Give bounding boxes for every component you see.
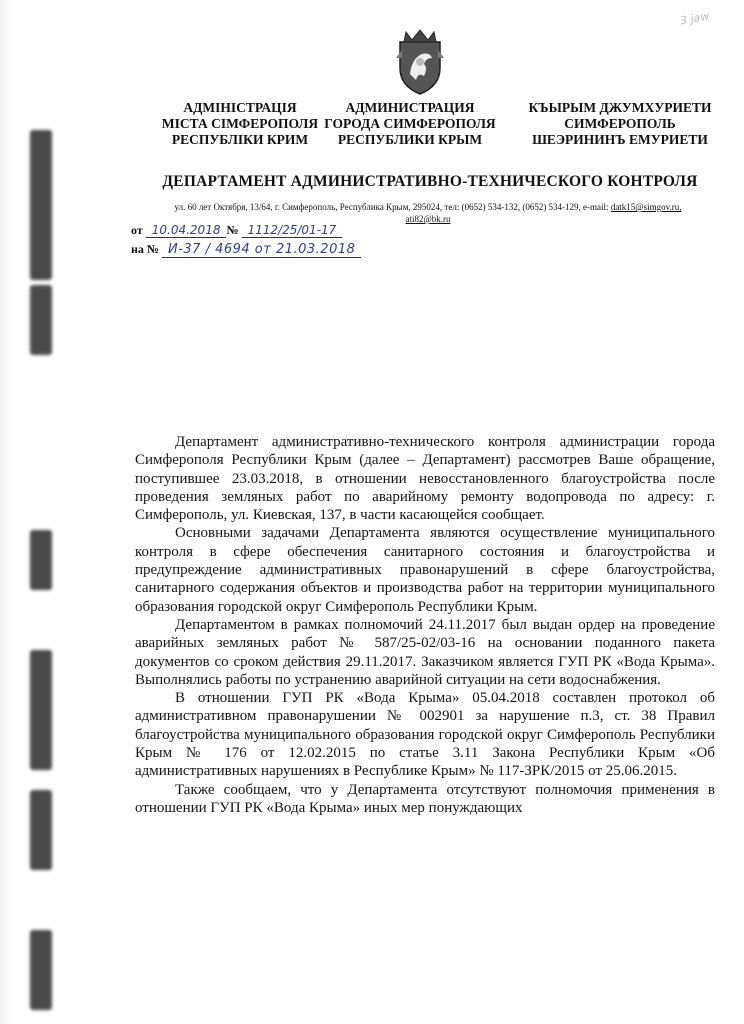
header-crimean-tatar: КЪЫРЫМ ДЖУМХУРИЕТИ СИМФЕРОПОЛЬ ШЕЭРИНИНЪ ЕМУРИЕТИ: [528, 100, 712, 147]
email-link-2[interactable]: ati82@bk.ru: [405, 214, 451, 224]
outgoing-date: 10.04.2018: [146, 223, 227, 238]
outgoing-number: 1112/25/01-17: [242, 223, 343, 238]
scan-blot-3: [30, 530, 52, 590]
scan-blot-2: [30, 285, 52, 355]
corner-handwritten-note: 3 jaw: [679, 9, 711, 28]
reply-number: И-37 / 4694 от 21.03.2018: [162, 242, 361, 258]
paragraph-2: Основными задачами Департамента являются осуществление муниципального контроля в сфере обеспечения санитарного состояния и благоустройства и предупреждение административных правонарушений в сфере благоустройства, санитарного содержания объектов и производства работ на территории муниципального образования городской округ Симферополь Республики Крым.: [135, 525, 715, 615]
crimea-coat-of-arms-icon: [392, 28, 448, 98]
scan-blot-6: [30, 930, 52, 1010]
paragraph-4: В отношении ГУП РК «Вода Крыма» 05.04.2018 составлен протокол об административном правонарушении № 002901 за нарушение п.3, ст. 38 Правил благоустройства муниципального образования городской округ Симферополь Республики Крым № 176 от 12.02.2015 по статье 3.11 Закона Республики Крым «Об административных нарушениях в Республике Крым» № 117-ЗРК/2015 от 25.06.2015.: [135, 690, 715, 780]
header-russian: АДМИНИСТРАЦИЯ ГОРОДА СИМФЕРОПОЛЯ РЕСПУБЛИКИ КРЫМ: [324, 100, 496, 147]
department-address: ул. 60 лет Октября, 13/64, г. Симферополь, Республика Крым, 295024, тел: (0652) 534-132, (0652) 534-129, e-mail: datk15@simgov.ru, ati82@bk.ru: [174, 202, 682, 224]
reply-ref: на № И-37 / 4694 от 21.03.2018: [131, 242, 361, 257]
scan-blot-4: [30, 650, 52, 770]
letter-body: [135, 433, 715, 817]
email-link-1[interactable]: datk15@simgov.ru,: [610, 202, 682, 212]
header-ukrainian: АДМІНІСТРАЦІЯ МІСТА СІМФЕРОПОЛЯ РЕСПУБЛІКИ КРИМ: [161, 100, 319, 147]
scan-blot-5: [30, 790, 52, 870]
paragraph-1: Департамент административно-технического контроля администрации города Симферополя Республики Крым (далее – Департамент) рассмотрев Ваше обращение, поступившее 23.03.2018, в отношении невосстановленного благоустройства после проведения земляных работ по аварийному ремонту водопровода по адресу: г. Симферополь, ул. Киевская, 137, в части касающейся сообщает.: [135, 434, 715, 524]
outgoing-ref: от 10.04.2018 № 1112/25/01-17: [131, 223, 342, 238]
scan-edge-shadow: [0, 0, 14, 1024]
scan-blot-1: [30, 130, 52, 280]
paragraph-3: Департаментом в рамках полномочий 24.11.2017 был выдан ордер на проведение аварийных земляных работ № 587/25-02/03-16 на основании поданного пакета документов со сроком действия 29.11.2017. Заказчиком является ГУП РК «Вода Крыма». Выполнялись работы по устранению аварийной ситуации на сети водоснабжения.: [135, 616, 715, 688]
paragraph-5: Также сообщаем, что у Департамента отсутствуют полномочия применения в отношении ГУП РК «Вода Крыма» иных мер понуждающих: [135, 781, 715, 816]
department-title: ДЕПАРТАМЕНТ АДМИНИСТРАТИВНО-ТЕХНИЧЕСКОГО КОНТРОЛЯ: [162, 173, 698, 190]
